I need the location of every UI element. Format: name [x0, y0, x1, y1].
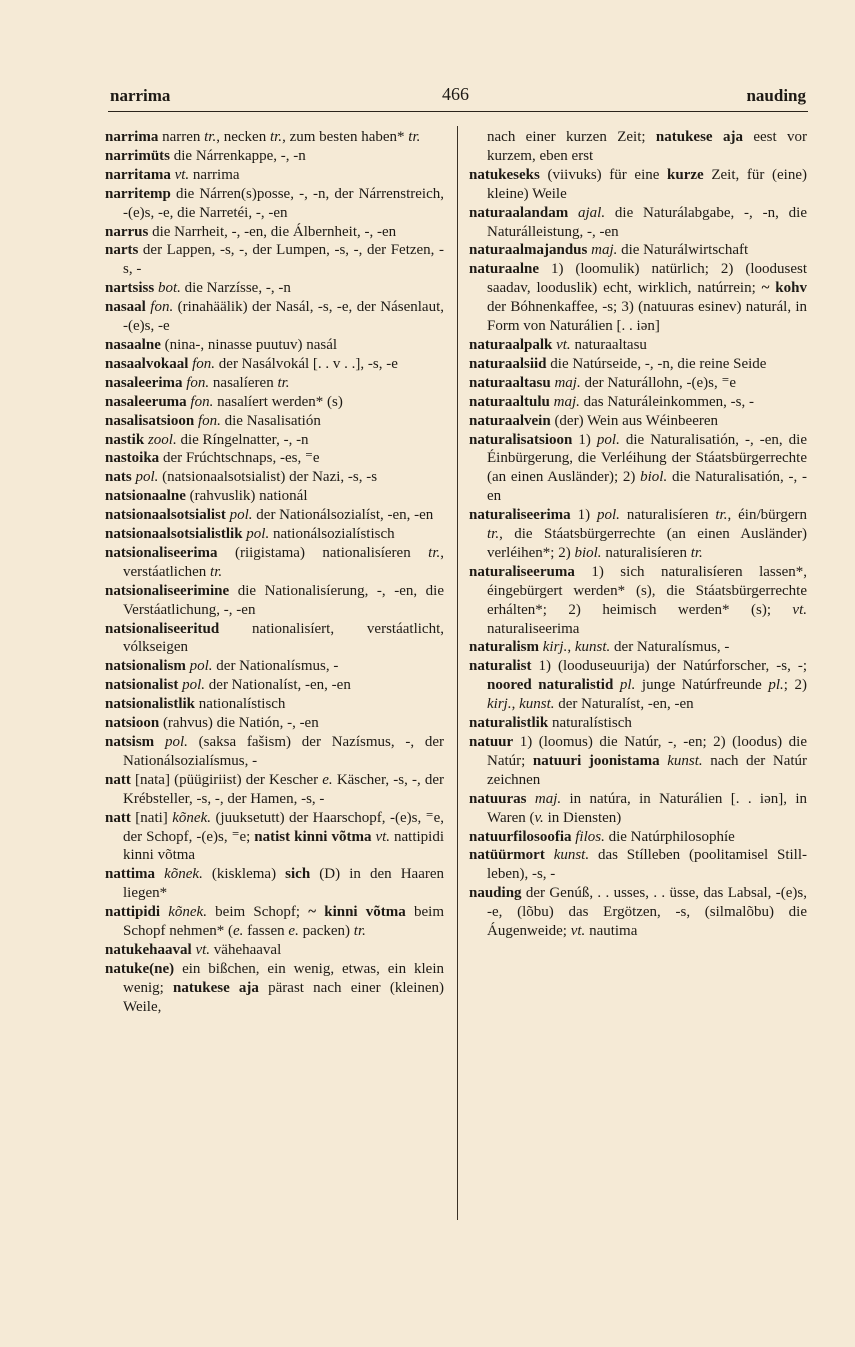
left-running-headword: narrima — [110, 86, 171, 105]
dictionary-entry: nasaalvokaal fon. der Nasálvokál [. . v . .], -s, -e — [105, 355, 398, 372]
page-number: 466 — [442, 84, 469, 104]
dictionary-entry: natt [nati] kõnek. (juuksetutt) der Haarschopf, -(e)s, ⁼e, der Schopf, -(e)s, ⁼e; natist kinni võtma vt. nattipidi kinni võtma — [105, 809, 445, 864]
dictionary-entry: nattima kõnek. (kisklema) sich (D) in den Haaren liegen* — [105, 866, 445, 902]
dictionary-entry: naturaalne 1) (loomulik) natürlich; 2) (loodusest saadav, looduslik) echt, wirklich, natúrrein; ~ kohv der Bóhnenkaffee, -s; 3) (natuuras esinev) naturál, in Form von Naturálien [. . iən] — [469, 261, 807, 335]
dictionary-entry: nattipidi kõnek. beim Schopf; ~ kinni võtma beim Schopf nehmen* (e. fassen e. packen) tr. — [105, 904, 444, 940]
dictionary-entry: naturalistlik naturalístisch — [469, 715, 632, 732]
dictionary-entry: naturaliseerima 1) pol. naturalisíeren tr., éin/bürgern tr., die Stáatsbürgerrechte (an einen Ausländer) verléihen*; 2) biol. naturalisíeren tr. — [469, 507, 808, 561]
dictionary-entry: natukeseks (viivuks) für eine kurze Zeit, für (eine) kleine) Weile — [469, 166, 807, 202]
dictionary-entry: nastik zool. die Ríngelnatter, -, -n — [105, 431, 309, 448]
dictionary-entry: naturaalandam ajal. die Naturálabgabe, -, -n, die Naturálleistung, -, -en — [469, 204, 807, 240]
dictionary-entry: natuurfilosoofia filos. die Natúrphilosophíe — [469, 828, 735, 845]
dictionary-entry: narrima narren tr., necken tr., zum besten haben* tr. — [105, 129, 421, 145]
dictionary-entry: nasaleerima fon. nasalíeren tr. — [105, 374, 290, 391]
dictionary-entry: naturaaltulu maj. das Naturáleinkommen, -s, - — [469, 393, 754, 410]
dictionary-entry: natuke(ne) ein bißchen, ein wenig, etwas, ein klein wenig; natukese aja pärast nach einer (kleinen) Weile, — [105, 960, 445, 1015]
entry-continuation: nach einer kurzen Zeit; natukese aja eest vor kurzem, eben erst — [487, 129, 808, 164]
right-column — [469, 128, 807, 941]
dictionary-entry: natsionalistlik nationalístisch — [105, 696, 286, 713]
dictionary-entry: natukehaaval vt. vähehaaval — [105, 941, 282, 958]
page-header — [110, 84, 806, 110]
dictionary-entry: natuur 1) (loomus) die Natúr, -, -en; 2) (loodus) die Natúr; natuuri joonistama kunst. nach der Natúr zeichnen — [469, 734, 808, 788]
dictionary-entry: nartsiss bot. die Narzísse, -, -n — [105, 280, 291, 297]
dictionary-entry: nastoika der Frúchtschnaps, -es, ⁼e — [105, 450, 320, 467]
dictionary-entry: natsionalism pol. der Nationalísmus, - — [105, 658, 339, 675]
dictionary-entry: naturalisatsioon 1) pol. die Naturalisatión, -, -en, die Éinbürgerung, die Verléihung der Stáatsbürgerrechte (an einen Ausländer); 2) biol. die Naturalisatión, -, -en — [469, 431, 808, 505]
dictionary-entry: narrus die Narrheit, -, -en, die Álbernheit, -, -en — [105, 223, 397, 240]
dictionary-entry: naturalist 1) (looduseuurija) der Natúrforscher, -s, -; noored naturalistid pl. junge Natúrfreunde pl.; 2) kirj., kunst. der Naturalíst, -en, -en — [469, 658, 808, 713]
dictionary-entry: nasalisatsioon fon. die Nasalisatión — [105, 412, 321, 429]
dictionary-entry: narritemp die Nárren(s)posse, -, -n, der Nárrenstreich, -(e)s, -e, die Narretéi, -, -en — [105, 185, 444, 221]
dictionary-entry: natsism pol. (saksa fašism) der Nazísmus, -, der Nationálsozialísmus, - — [105, 734, 445, 769]
dictionary-entry: natsionaalsotsialist pol. der Nationálsozialíst, -en, -en — [105, 507, 434, 524]
dictionary-entry: natsionaliseerimine die Nationalisíerung, -, -en, die Verstáatlichung, -, -en — [105, 582, 444, 618]
dictionary-entry: narritama vt. narrima — [105, 166, 240, 183]
dictionary-entry: natuuras maj. in natúra, in Naturálien [. . iən], in Waren (v. in Diensten) — [469, 790, 808, 826]
header-rule — [108, 111, 808, 112]
dictionary-entry: naturaaltasu maj. der Naturállohn, -(e)s, ⁼e — [469, 374, 737, 391]
dictionary-entry: naturaalmajandus maj. die Naturálwirtschaft — [469, 242, 749, 259]
dictionary-entry: nasaal fon. (rinahäälik) der Nasál, -s, -e, der Násenlaut, -(e)s, -e — [105, 299, 444, 335]
dictionary-entry: natsionaliseerima (riigistama) nationalisíeren tr., verstáatlichen tr. — [105, 544, 444, 580]
dictionary-entry: natt [nata] (püügiriist) der Kescher e. Käscher, -s, -, der Krébsteller, -s, -, der Hamen, -s, - — [105, 771, 444, 807]
dictionary-entry: nauding der Genúß, . . usses, . . üsse, das Labsal, -(e)s, -e, (lõbu) das Ergötzen, -s, (silmalõbu) die Áugenweide; vt. nautima — [469, 885, 807, 940]
dictionary-entry: naturaalsiid die Natúrseide, -, -n, die reine Seide — [469, 355, 767, 372]
dictionary-entry: narrimüts die Nárrenkappe, -, -n — [105, 147, 306, 164]
column-divider — [457, 126, 458, 1220]
dictionary-entry: natüürmort kunst. das Stílleben (poolitamisel Still-leben), -s, - — [469, 847, 808, 883]
dictionary-entry: naturaalpalk vt. naturaaltasu — [469, 336, 647, 353]
dictionary-entry: natsionaalne (rahvuslik) nationál — [105, 488, 308, 505]
dictionary-entry: naturalism kirj., kunst. der Naturalísmus, - — [469, 639, 730, 656]
dictionary-entry: natsionaliseeritud nationalisíert, verstáatlicht, vólkseigen — [105, 620, 444, 656]
dictionary-entry: nasaleeruma fon. nasalíert werden* (s) — [105, 393, 343, 410]
dictionary-entry: narts der Lappen, -s, -, der Lumpen, -s, -, der Fetzen, -s, - — [105, 242, 444, 278]
dictionary-entry: naturaliseeruma 1) sich naturalisíeren lassen*, éingebürgert werden* (s), die Stáatsbürgerrechte erhálten*; 2) heimisch werden* (s); vt. naturaliseerima — [469, 563, 807, 637]
dictionary-entry: nasaalne (nina-, ninasse puutuv) nasál — [105, 336, 338, 353]
dictionary-entry: natsioon (rahvus) die Natión, -, -en — [105, 715, 319, 732]
dictionary-entry: naturaalvein (der) Wein aus Wéinbeeren — [469, 412, 719, 429]
left-column — [105, 128, 444, 1017]
dictionary-entry: natsionalist pol. der Nationalíst, -en, -en — [105, 677, 351, 694]
dictionary-entry: natsionaalsotsialistlik pol. nationálsozialístisch — [105, 526, 395, 543]
dictionary-entry: nats pol. (natsionaalsotsialist) der Nazi, -s, -s — [105, 469, 378, 486]
right-running-headword: nauding — [746, 86, 806, 105]
